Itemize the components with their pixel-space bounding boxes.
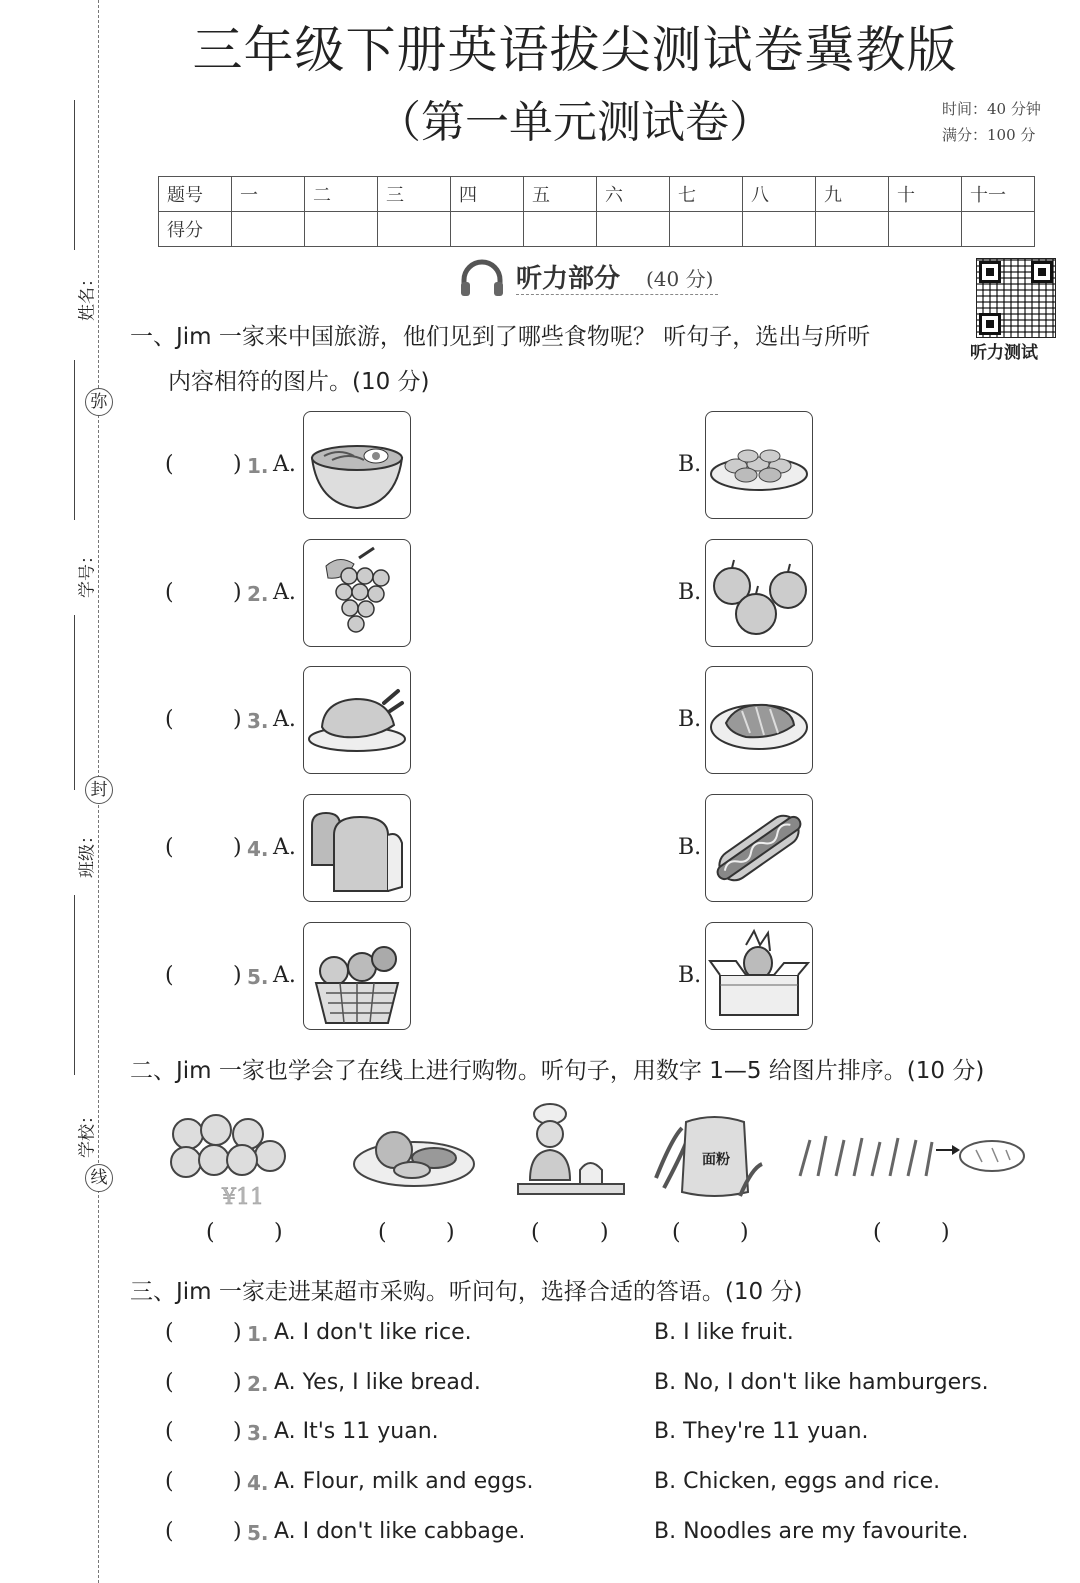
- answer-paren-close: ): [233, 1519, 242, 1544]
- answer-paren-close: ): [233, 1370, 242, 1395]
- score-cell: 二: [305, 177, 378, 212]
- qr-label: 听力测试: [970, 343, 1038, 363]
- score-cell: 九: [816, 177, 889, 212]
- answer-paren-open: (: [165, 963, 174, 988]
- score-input-cell[interactable]: [378, 212, 451, 247]
- student-id-write-line[interactable]: [74, 360, 75, 520]
- part3-number: 三、: [130, 1279, 176, 1305]
- order-paren-close: ): [740, 1220, 749, 1245]
- part1-instruction-line1: Jim 一家来中国旅游，他们见到了哪些食物呢？ 听句子，选出与所听: [176, 324, 871, 350]
- answer-blank[interactable]: [182, 707, 232, 735]
- vegetable-basket-icon: [304, 923, 410, 1029]
- name-write-line[interactable]: [74, 100, 75, 250]
- bread-loaf-icon: [304, 795, 410, 901]
- answer-paren-open: (: [165, 1519, 174, 1544]
- option-b-label: B.: [678, 707, 702, 732]
- score-input-cell[interactable]: [816, 212, 889, 247]
- question-number: 3.: [247, 709, 269, 733]
- option-b-label: B.: [678, 963, 702, 988]
- class-write-line[interactable]: [74, 615, 75, 790]
- listening-section-points: (40 分): [646, 267, 714, 291]
- qr-finder: [1031, 261, 1053, 283]
- score-cell: 三: [378, 177, 451, 212]
- order-paren-close: ): [446, 1220, 455, 1245]
- option-b-label: B.: [678, 452, 702, 477]
- vegetable-basket-picture[interactable]: [303, 922, 411, 1030]
- page-title: 三年级下册英语拔尖测试卷冀教版: [192, 21, 958, 79]
- answer-option-b: B. Chicken, eggs and rice.: [654, 1469, 941, 1494]
- answer-paren-open: (: [165, 1469, 174, 1494]
- fruit-box-icon: [706, 923, 812, 1029]
- option-b-label: B.: [678, 835, 702, 860]
- score-cell: 得分: [159, 212, 232, 247]
- answer-option-b: B. No, I don't like hamburgers.: [654, 1370, 989, 1395]
- exam-time: 时间：40 分钟: [942, 100, 1041, 118]
- answer-blank[interactable]: [182, 452, 232, 480]
- flour-bag-picture[interactable]: [652, 1108, 764, 1204]
- order-paren-close: ): [600, 1220, 609, 1245]
- noodle-bowl-icon: [304, 412, 410, 518]
- answer-paren-open: (: [165, 1370, 174, 1395]
- question-number: 5.: [247, 1521, 269, 1545]
- answer-paren-close: ): [233, 1419, 242, 1444]
- option-b-label: B.: [678, 580, 702, 605]
- order-paren-open: (: [873, 1220, 882, 1245]
- question-number: 2.: [247, 1372, 269, 1396]
- part1-instruction-line2: 内容相符的图片。(10 分): [168, 369, 430, 395]
- option-a-label: A.: [273, 580, 296, 605]
- roast-chicken-icon: [304, 667, 410, 773]
- bread-loaf-picture[interactable]: [303, 794, 411, 902]
- margin-label-class: 班级：: [77, 827, 98, 878]
- apples-picture[interactable]: [705, 539, 813, 647]
- score-cell: 七: [670, 177, 743, 212]
- score-cell: 十一: [962, 177, 1035, 212]
- margin-label-school: 学校：: [77, 1107, 98, 1158]
- answer-paren-close: ): [233, 580, 242, 605]
- order-paren-open: (: [378, 1220, 387, 1245]
- part1-heading: [130, 318, 870, 351]
- answer-paren-close: ): [233, 452, 242, 477]
- margin-label-student-id: 学号：: [77, 547, 98, 598]
- answer-blank[interactable]: [182, 963, 232, 991]
- school-write-line[interactable]: [74, 895, 75, 1075]
- answer-option-a: A. I don't like cabbage.: [274, 1519, 526, 1544]
- part1-number: 一、: [130, 324, 176, 350]
- meat-plate-picture[interactable]: [705, 666, 813, 774]
- order-paren-open: (: [531, 1220, 540, 1245]
- chef-baker-picture[interactable]: [514, 1100, 628, 1204]
- answer-option-a: A. It's 11 yuan.: [274, 1419, 439, 1444]
- part3-instruction: Jim 一家走进某超市采购。听问句，选择合适的答语。(10 分): [176, 1279, 803, 1305]
- hot-dog-picture[interactable]: [705, 794, 813, 902]
- answer-option-a: A. Flour, milk and eggs.: [274, 1469, 534, 1494]
- seal-char-feng: 封: [85, 776, 113, 804]
- score-input-cell[interactable]: [524, 212, 597, 247]
- noodle-bowl-picture[interactable]: [303, 411, 411, 519]
- question-number: 1.: [247, 454, 269, 478]
- answer-option-b: B. I like fruit.: [654, 1320, 794, 1345]
- answer-paren-open: (: [165, 452, 174, 477]
- score-cell: 四: [451, 177, 524, 212]
- listening-section-title: 听力部分: [516, 264, 621, 294]
- answer-blank[interactable]: [182, 835, 232, 863]
- score-cell: 十: [889, 177, 962, 212]
- score-table: [158, 176, 1035, 247]
- grapes-icon: [304, 540, 410, 646]
- dumplings-plate-icon: [706, 412, 812, 518]
- answer-paren-open: (: [165, 580, 174, 605]
- wheat-to-bread-picture[interactable]: [796, 1130, 1026, 1182]
- question-number: 2.: [247, 582, 269, 606]
- grapes-picture[interactable]: [303, 539, 411, 647]
- qr-finder: [979, 313, 1001, 335]
- question-number: 3.: [247, 1421, 269, 1445]
- score-cell: 六: [597, 177, 670, 212]
- answer-blank[interactable]: [182, 580, 232, 608]
- order-paren-open: (: [206, 1220, 215, 1245]
- part2-heading: [130, 1052, 984, 1085]
- question-number: 1.: [247, 1322, 269, 1346]
- page-subtitle: （第一单元测试卷）: [377, 97, 773, 148]
- score-cell: 一: [232, 177, 305, 212]
- price-tag: ¥11: [222, 1185, 264, 1208]
- answer-option-b: B. Noodles are my favourite.: [654, 1519, 969, 1544]
- flour-label: 面粉: [702, 1152, 730, 1168]
- answer-option-a: A. I don't like rice.: [274, 1320, 472, 1345]
- order-paren-close: ): [274, 1220, 283, 1245]
- question-number: 5.: [247, 965, 269, 989]
- score-input-cell[interactable]: [232, 212, 305, 247]
- score-table-score-row: [159, 212, 1035, 247]
- roast-chicken-picture[interactable]: [303, 666, 411, 774]
- seal-char-mi: 弥: [85, 388, 113, 416]
- answer-paren-close: ): [233, 1320, 242, 1345]
- meat-plate-icon: [706, 667, 812, 773]
- score-table-header-row: [159, 177, 1035, 212]
- option-a-label: A.: [273, 452, 296, 477]
- score-input-cell[interactable]: [305, 212, 378, 247]
- answer-paren-close: ): [233, 963, 242, 988]
- answer-paren-close: ): [233, 1469, 242, 1494]
- answer-option-b: B. They're 11 yuan.: [654, 1419, 869, 1444]
- qr-finder: [979, 261, 1001, 283]
- option-a-label: A.: [273, 835, 296, 860]
- vegetable-plate-picture[interactable]: [352, 1112, 476, 1192]
- answer-paren-close: ): [233, 835, 242, 860]
- answer-paren-close: ): [233, 707, 242, 732]
- score-cell: 题号: [159, 177, 232, 212]
- exam-full-score: 满分：100 分: [942, 126, 1036, 144]
- score-input-cell[interactable]: [962, 212, 1035, 247]
- margin-label-name: 姓名：: [77, 270, 98, 321]
- score-input-cell[interactable]: [889, 212, 962, 247]
- order-paren-open: (: [672, 1220, 681, 1245]
- qr-code[interactable]: [976, 258, 1056, 338]
- part2-number: 二、: [130, 1058, 176, 1084]
- hot-dog-icon: [706, 795, 812, 901]
- apples-icon: [706, 540, 812, 646]
- option-a-label: A.: [273, 707, 296, 732]
- question-number: 4.: [247, 1471, 269, 1495]
- dumplings-plate-picture[interactable]: [705, 411, 813, 519]
- score-input-cell[interactable]: [597, 212, 670, 247]
- score-input-cell[interactable]: [451, 212, 524, 247]
- answer-paren-open: (: [165, 707, 174, 732]
- apples-price-picture[interactable]: [166, 1108, 290, 1208]
- part3-heading: [130, 1273, 802, 1306]
- score-cell: 八: [743, 177, 816, 212]
- order-paren-close: ): [941, 1220, 950, 1245]
- score-cell: 五: [524, 177, 597, 212]
- answer-paren-open: (: [165, 1419, 174, 1444]
- question-number: 4.: [247, 837, 269, 861]
- answer-option-a: A. Yes, I like bread.: [274, 1370, 481, 1395]
- fruit-box-picture[interactable]: [705, 922, 813, 1030]
- score-input-cell[interactable]: [670, 212, 743, 247]
- seal-char-xian: 线: [85, 1164, 113, 1192]
- listening-underline: [516, 294, 718, 295]
- answer-paren-open: (: [165, 1320, 174, 1345]
- answer-paren-open: (: [165, 835, 174, 860]
- option-a-label: A.: [273, 963, 296, 988]
- headphones-icon: [458, 258, 506, 298]
- part2-instruction: Jim 一家也学会了在线上进行购物。听句子，用数字 1—5 给图片排序。(10 分): [176, 1058, 985, 1084]
- score-input-cell[interactable]: [743, 212, 816, 247]
